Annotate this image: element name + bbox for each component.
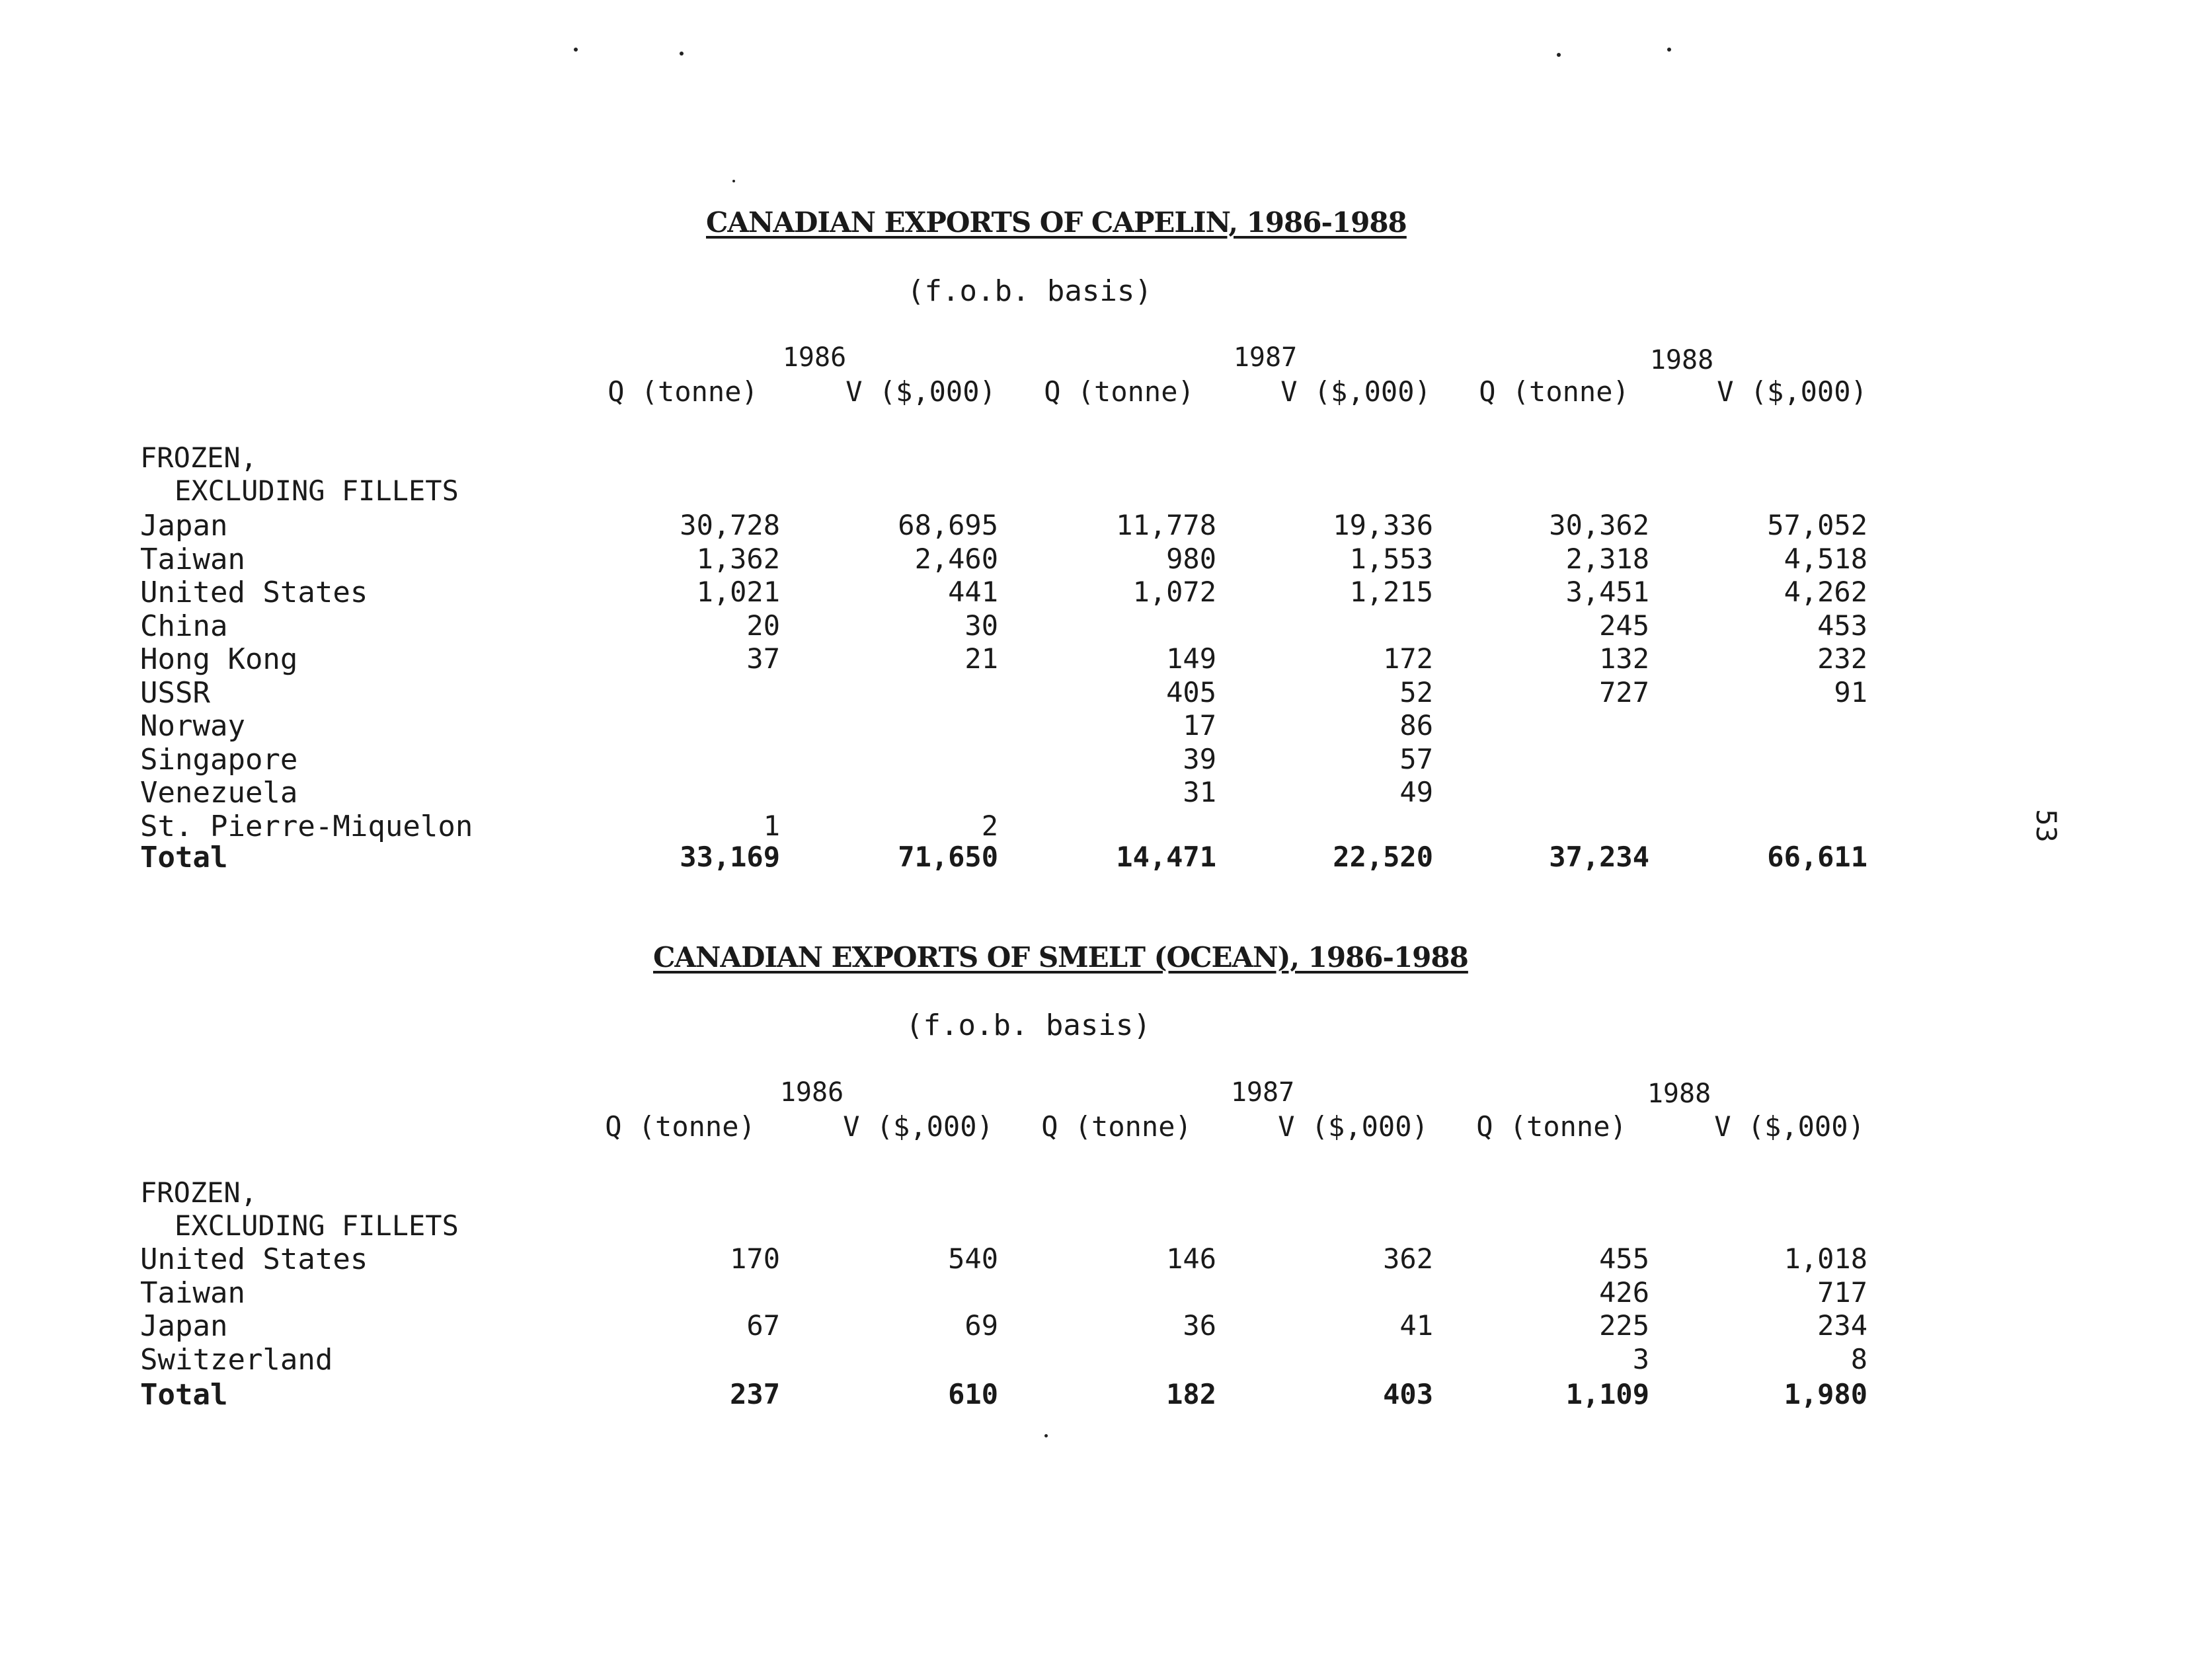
column-header: Q (tonne)	[1476, 1110, 1627, 1143]
table-cell: 2,460	[914, 542, 998, 575]
table-cell: 68,695	[898, 509, 998, 541]
table-cell: 57,052	[1767, 509, 1867, 541]
table-cell: 71,650	[898, 841, 998, 873]
table-cell: 132	[1599, 642, 1649, 675]
table-row	[0, 1309, 2198, 1342]
table-cell: 1,072	[1132, 576, 1216, 608]
table-cell: 610	[948, 1378, 998, 1410]
table-row	[0, 642, 2198, 675]
table-cell: 67	[746, 1309, 780, 1342]
table-cell: 146	[1166, 1242, 1216, 1275]
column-header: V ($,000)	[843, 1110, 994, 1143]
table-cell: 426	[1599, 1276, 1649, 1309]
table-cell: 441	[948, 576, 998, 608]
category-label: EXCLUDING FILLETS	[175, 475, 459, 507]
table-cell: 4,518	[1784, 542, 1867, 575]
scan-speck	[680, 52, 684, 56]
scan-speck	[1667, 48, 1671, 52]
column-header: V ($,000)	[1714, 1110, 1865, 1143]
country-label: Taiwan	[140, 542, 245, 576]
table-cell: 237	[730, 1378, 780, 1410]
country-label: Singapore	[140, 742, 298, 777]
table-cell: 362	[1383, 1242, 1433, 1275]
table-cell: 225	[1599, 1309, 1649, 1342]
scan-speck	[1557, 53, 1561, 57]
column-header: Q (tonne)	[1479, 375, 1629, 408]
table-cell: 2	[981, 809, 998, 842]
table-row	[0, 543, 2198, 576]
table-row	[0, 1242, 2198, 1276]
table-cell: 3,451	[1565, 576, 1649, 608]
table-cell: 1,553	[1349, 542, 1433, 575]
column-header: Q (tonne)	[608, 375, 758, 408]
table-cell: 8	[1850, 1342, 1867, 1375]
table-cell: 37,234	[1549, 841, 1649, 873]
table-row	[0, 609, 2198, 642]
country-label: Venezuela	[140, 776, 298, 810]
table-cell: 30,362	[1549, 509, 1649, 541]
table-row	[0, 509, 2198, 542]
table-cell: 21	[964, 642, 998, 675]
table-cell: 36	[1183, 1309, 1216, 1342]
country-label: USSR	[140, 675, 210, 710]
table-cell: 172	[1383, 642, 1433, 675]
table-cell: 31	[1183, 776, 1216, 808]
table-cell: 453	[1817, 609, 1867, 642]
country-label: Hong Kong	[140, 642, 298, 676]
table-row	[0, 776, 2198, 809]
table-cell: 22,520	[1333, 841, 1433, 873]
country-label: United States	[140, 576, 368, 609]
table-cell: 405	[1166, 675, 1216, 708]
category-label: FROZEN,	[140, 441, 258, 474]
table-cell: 91	[1834, 675, 1867, 708]
table-row	[0, 576, 2198, 609]
table-cell: 1,018	[1784, 1242, 1867, 1275]
country-label: United States	[140, 1242, 368, 1276]
table-cell: 182	[1166, 1378, 1216, 1410]
table-cell: 39	[1183, 742, 1216, 775]
table-cell: 4,262	[1784, 576, 1867, 608]
table-cell: 20	[746, 609, 780, 642]
table-cell: 33,169	[680, 841, 780, 873]
table-cell: 149	[1166, 642, 1216, 675]
country-label: Switzerland	[140, 1342, 333, 1377]
table-cell: 14,471	[1116, 841, 1216, 873]
table-title: CANADIAN EXPORTS OF CAPELIN, 1986-1988	[706, 206, 1407, 239]
scan-speck	[1044, 1434, 1048, 1437]
table-cell: 1,362	[696, 542, 780, 575]
table-cell: 69	[964, 1309, 998, 1342]
table-cell: 2,318	[1565, 542, 1649, 575]
country-label: Japan	[140, 509, 228, 543]
table-cell: 245	[1599, 609, 1649, 642]
table-cell: 170	[730, 1242, 780, 1275]
table-cell: 1,021	[696, 576, 780, 608]
table-cell: 52	[1399, 675, 1433, 708]
total-row	[0, 841, 2198, 874]
table-row	[0, 743, 2198, 776]
table-cell: 717	[1817, 1276, 1867, 1309]
table-cell: 30	[964, 609, 998, 642]
table-cell: 1,980	[1784, 1378, 1867, 1410]
table-row	[0, 676, 2198, 709]
table-cell: 455	[1599, 1242, 1649, 1275]
column-header: V ($,000)	[1278, 1110, 1429, 1143]
column-header: V ($,000)	[1280, 375, 1431, 408]
scan-speck	[574, 48, 578, 52]
table-cell: 11,778	[1116, 509, 1216, 541]
table-cell: 19,336	[1333, 509, 1433, 541]
country-label: China	[140, 609, 228, 643]
column-header: Q (tonne)	[1044, 375, 1195, 408]
table-cell: 980	[1166, 542, 1216, 575]
table-cell: 232	[1817, 642, 1867, 675]
total-label: Total	[140, 1378, 228, 1412]
year-header: 1986	[779, 1077, 844, 1108]
total-label: Total	[140, 841, 228, 874]
table-cell: 49	[1399, 776, 1433, 808]
table-cell: 234	[1817, 1309, 1867, 1342]
table-row	[0, 1276, 2198, 1309]
category-label: FROZEN,	[140, 1176, 258, 1209]
column-header: Q (tonne)	[1041, 1110, 1192, 1143]
table-cell: 37	[746, 642, 780, 675]
column-header: Q (tonne)	[605, 1110, 756, 1143]
country-label: Japan	[140, 1309, 228, 1343]
table-subtitle: (f.o.b. basis)	[906, 1009, 1151, 1042]
table-row	[0, 810, 2198, 843]
table-subtitle: (f.o.b. basis)	[907, 274, 1152, 308]
category-label: EXCLUDING FILLETS	[175, 1209, 459, 1242]
table-cell: 17	[1183, 709, 1216, 742]
table-cell: 1,215	[1349, 576, 1433, 608]
table-row	[0, 1343, 2198, 1376]
country-label: Taiwan	[140, 1276, 245, 1310]
table-cell: 1,109	[1565, 1378, 1649, 1410]
column-header: V ($,000)	[1717, 375, 1867, 408]
table-title: CANADIAN EXPORTS OF SMELT (OCEAN), 1986-1988	[653, 941, 1468, 974]
table-cell: 86	[1399, 709, 1433, 742]
country-label: St. Pierre-Miquelon	[140, 809, 473, 843]
country-label: Norway	[140, 709, 245, 743]
page-number: 53	[2029, 809, 2062, 843]
year-header: 1988	[1647, 1079, 1711, 1109]
table-row	[0, 709, 2198, 742]
table-cell: 3	[1632, 1342, 1649, 1375]
year-header: 1987	[1233, 342, 1298, 373]
column-header: V ($,000)	[845, 375, 996, 408]
table-cell: 57	[1399, 742, 1433, 775]
table-cell: 1	[763, 809, 780, 842]
scan-speck	[732, 180, 735, 182]
table-cell: 66,611	[1767, 841, 1867, 873]
table-cell: 727	[1599, 675, 1649, 708]
year-header: 1988	[1649, 345, 1714, 375]
table-cell: 403	[1383, 1378, 1433, 1410]
table-cell: 30,728	[680, 509, 780, 541]
year-header: 1987	[1230, 1077, 1295, 1108]
year-header: 1986	[782, 342, 847, 373]
table-cell: 41	[1399, 1309, 1433, 1342]
total-row	[0, 1378, 2198, 1411]
table-cell: 540	[948, 1242, 998, 1275]
